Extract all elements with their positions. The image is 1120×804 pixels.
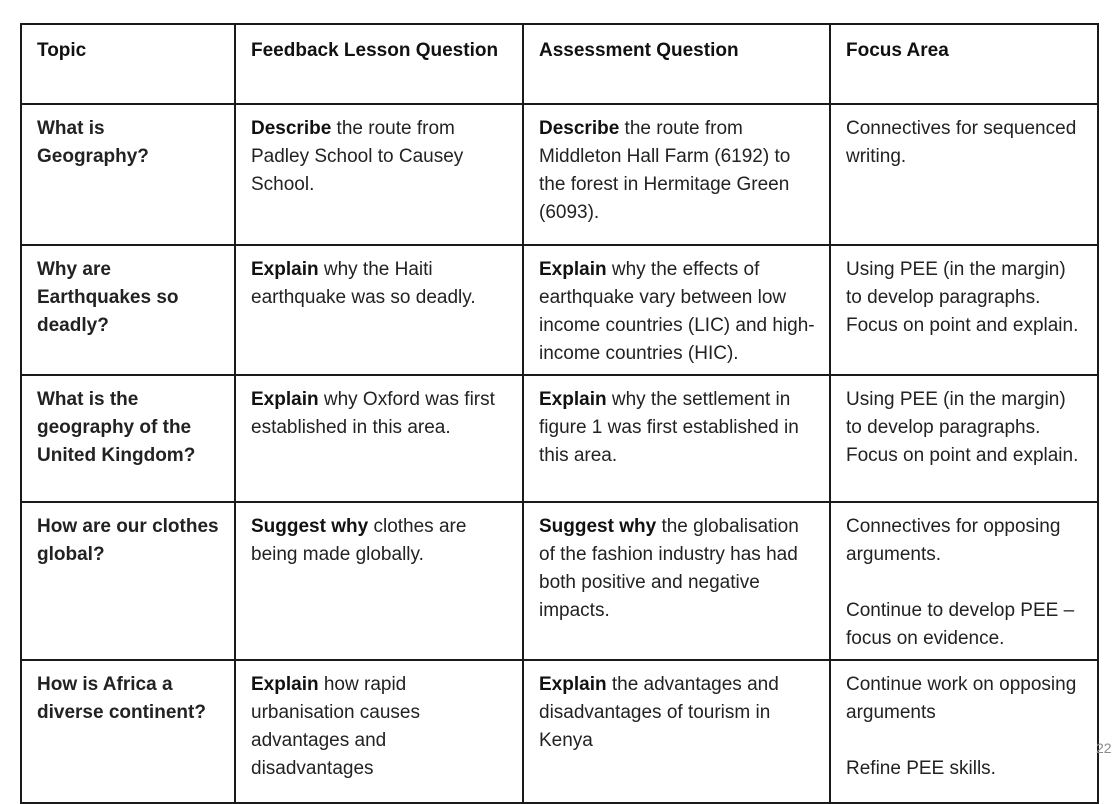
focus-text: Connectives for sequenced writing.	[846, 118, 1077, 167]
header-topic: Topic	[21, 24, 235, 104]
command-word: Explain	[251, 259, 319, 280]
assessment-question-cell	[523, 502, 830, 660]
header-feedback-lesson-question: Feedback Lesson Question	[235, 24, 523, 104]
assessment-question-cell	[523, 104, 830, 245]
command-word: Suggest why	[539, 516, 657, 537]
feedback-question-cell	[235, 660, 523, 803]
question-text: why the effects of earthquake vary between low income countries (LIC) and high-income countries (HIC).	[539, 259, 815, 364]
table-row	[21, 502, 1098, 660]
header-focus-area: Focus Area	[830, 24, 1098, 104]
focus-text: Using PEE (in the margin) to develop paragraphs. Focus on point and explain.	[846, 389, 1079, 466]
feedback-question-cell	[235, 375, 523, 502]
focus-text: Continue to develop PEE – focus on evidence.	[846, 600, 1075, 649]
focus-area-cell	[830, 104, 1098, 245]
topic-cell: What is Geography?	[21, 104, 235, 245]
question-text: the route from Middleton Hall Farm (6192) to the forest in Hermitage Green (6093).	[539, 118, 791, 223]
question-text: why the Haiti earthquake was so deadly.	[251, 259, 476, 308]
command-word: Explain	[539, 259, 607, 280]
question-text: the globalisation of the fashion industry has had both positive and negative impacts.	[539, 516, 799, 621]
page-number: 22	[1096, 740, 1112, 756]
topic-cell: How is Africa a diverse continent?	[21, 660, 235, 803]
assessment-question-cell	[523, 375, 830, 502]
command-word: Suggest why	[251, 516, 369, 537]
table-row	[21, 104, 1098, 245]
table-row	[21, 660, 1098, 803]
header-assessment-question: Assessment Question	[523, 24, 830, 104]
feedback-question-cell	[235, 245, 523, 375]
assessment-overview-table	[20, 23, 1099, 804]
feedback-question-cell	[235, 104, 523, 245]
focus-text: Connectives for opposing arguments.	[846, 516, 1061, 565]
question-text: how rapid urbanisation causes advantages and disadvantages	[251, 674, 420, 779]
command-word: Explain	[539, 674, 607, 695]
paragraph-gap	[846, 727, 1083, 755]
assessment-question-cell	[523, 245, 830, 375]
command-word: Explain	[539, 389, 607, 410]
command-word: Describe	[251, 118, 332, 139]
question-text: why the settlement in figure 1 was first established in this area.	[539, 389, 799, 466]
topic-cell: Why are Earthquakes so deadly?	[21, 245, 235, 375]
topic-cell: What is the geography of the United Kingdom?	[21, 375, 235, 502]
focus-area-cell	[830, 375, 1098, 502]
focus-area-cell	[830, 502, 1098, 660]
topic-cell: How are our clothes global?	[21, 502, 235, 660]
paragraph-gap	[846, 569, 1083, 597]
focus-text: Using PEE (in the margin) to develop paragraphs. Focus on point and explain.	[846, 259, 1079, 336]
command-word: Explain	[251, 674, 319, 695]
table-header-row	[21, 24, 1098, 104]
table-row	[21, 375, 1098, 502]
feedback-question-cell	[235, 502, 523, 660]
focus-text: Refine PEE skills.	[846, 758, 996, 779]
command-word: Describe	[539, 118, 620, 139]
focus-text: Continue work on opposing arguments	[846, 674, 1077, 723]
table-row	[21, 245, 1098, 375]
focus-area-cell	[830, 245, 1098, 375]
question-text: why Oxford was first established in this area.	[251, 389, 495, 438]
focus-area-cell	[830, 660, 1098, 803]
assessment-question-cell	[523, 660, 830, 803]
question-text: the advantages and disadvantages of tourism in Kenya	[539, 674, 779, 751]
question-text: clothes are being made globally.	[251, 516, 467, 565]
question-text: the route from Padley School to Causey School.	[251, 118, 464, 195]
command-word: Explain	[251, 389, 319, 410]
